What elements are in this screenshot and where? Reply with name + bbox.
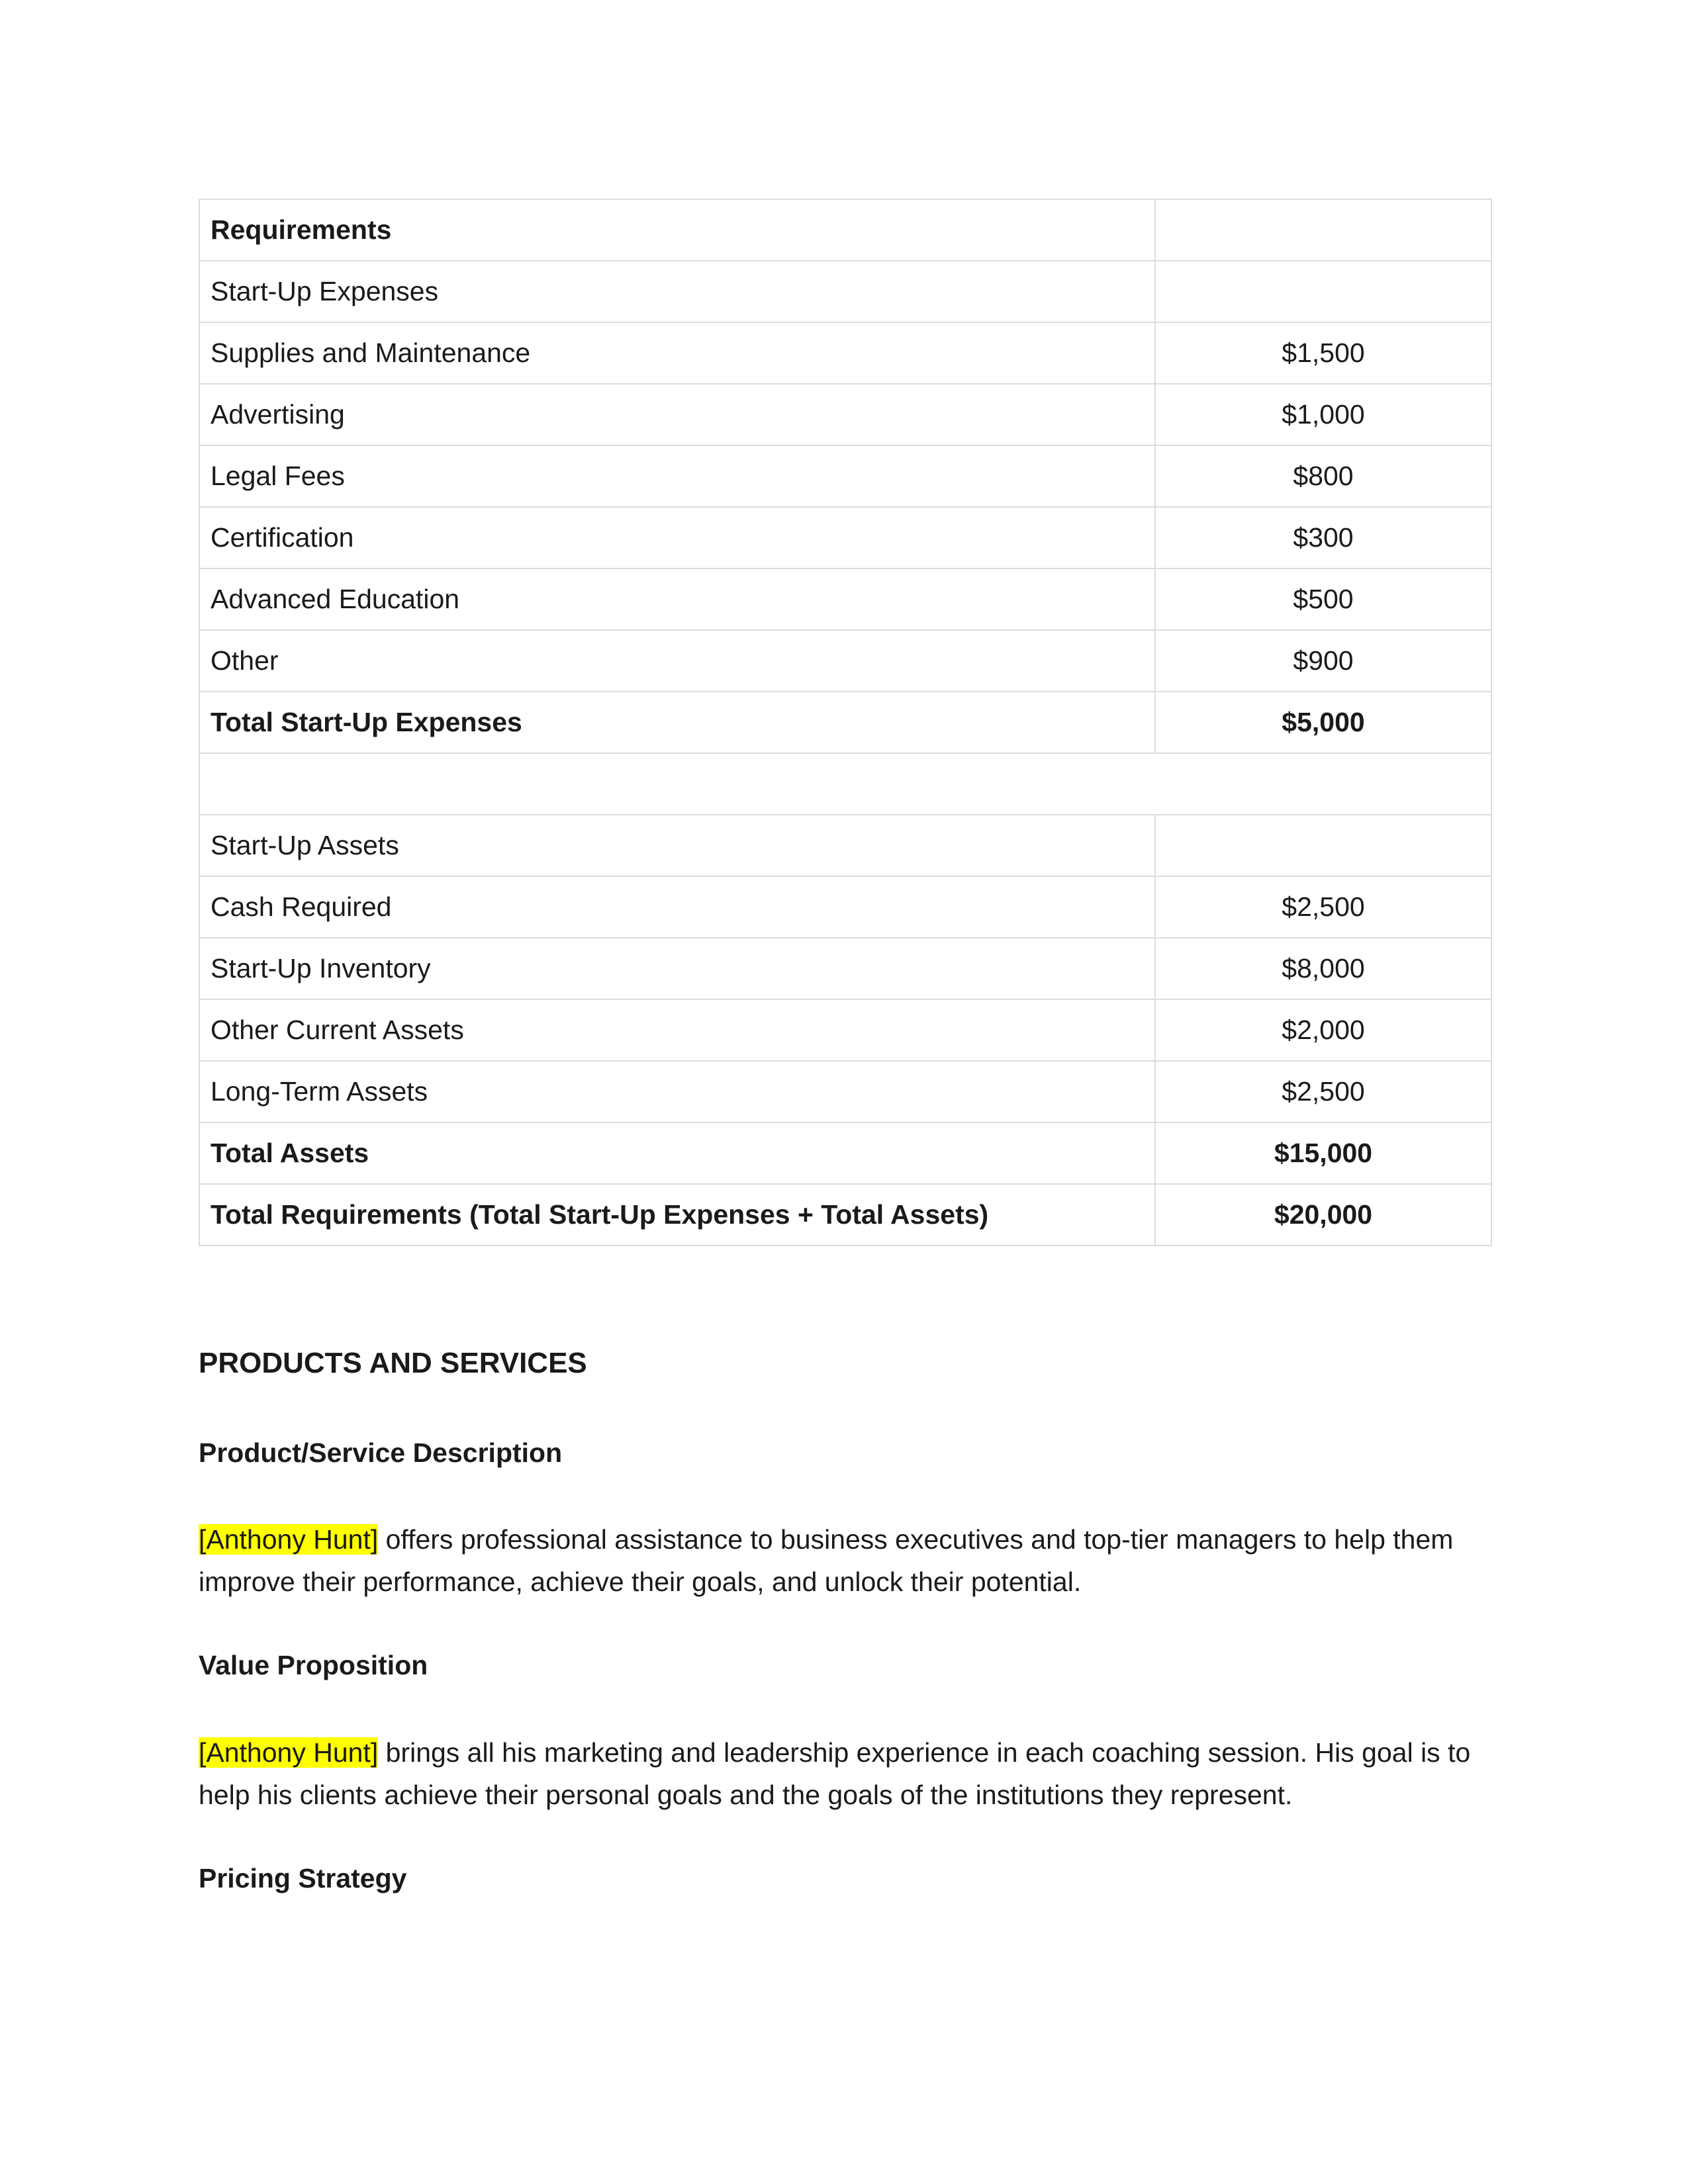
row-value: $300 [1155, 507, 1491, 569]
table-row [199, 938, 1491, 999]
table-header-row [199, 199, 1491, 261]
row-value: $15,000 [1155, 1122, 1491, 1184]
row-value: $2,500 [1155, 1061, 1491, 1122]
row-label: Start-Up Inventory [199, 938, 1155, 999]
paragraph-text: offers professional assistance to business executives and top-tier managers to help them improve their performance, achieve their goals, and unlock their potential. [199, 1524, 1454, 1597]
table-row [199, 569, 1491, 630]
row-label: Long-Term Assets [199, 1061, 1155, 1122]
section-title: PRODUCTS AND SERVICES [199, 1347, 587, 1379]
row-label: Cash Required [199, 876, 1155, 938]
row-value: $5,000 [1155, 692, 1491, 753]
pricing-strategy-heading: Pricing Strategy [199, 1863, 407, 1893]
value-proposition-heading: Value Proposition [199, 1650, 428, 1680]
row-value: $900 [1155, 630, 1491, 692]
product-description-paragraph [199, 1518, 1491, 1603]
row-label: Total Requirements (Total Start-Up Expenses + Total Assets) [199, 1184, 1155, 1246]
table-header-label: Requirements [199, 199, 1155, 261]
row-label: Other Current Assets [199, 999, 1155, 1061]
document-page [199, 199, 1491, 1893]
table-row [199, 815, 1491, 876]
table-header-value [1155, 199, 1491, 261]
row-label: Other [199, 630, 1155, 692]
table-row [199, 507, 1491, 569]
table-row [199, 261, 1491, 322]
row-label: Advanced Education [199, 569, 1155, 630]
table-row [199, 322, 1491, 384]
table-row [199, 876, 1491, 938]
row-value [1155, 261, 1491, 322]
row-value: $20,000 [1155, 1184, 1491, 1246]
product-description-heading: Product/Service Description [199, 1437, 563, 1468]
row-value: $2,000 [1155, 999, 1491, 1061]
spacer-cell [199, 753, 1491, 815]
row-value: $1,500 [1155, 322, 1491, 384]
table-row [199, 384, 1491, 445]
spacer-row [199, 753, 1491, 815]
row-label: Total Start-Up Expenses [199, 692, 1155, 753]
total-row [199, 692, 1491, 753]
table-row [199, 1061, 1491, 1122]
row-label: Certification [199, 507, 1155, 569]
row-label: Supplies and Maintenance [199, 322, 1155, 384]
requirements-table [199, 199, 1492, 1246]
row-label: Start-Up Expenses [199, 261, 1155, 322]
table-row [199, 999, 1491, 1061]
row-label: Start-Up Assets [199, 815, 1155, 876]
row-value: $8,000 [1155, 938, 1491, 999]
row-label: Total Assets [199, 1122, 1155, 1184]
value-proposition-paragraph [199, 1731, 1491, 1816]
total-row [199, 1122, 1491, 1184]
row-value [1155, 815, 1491, 876]
table-row [199, 630, 1491, 692]
table-row [199, 445, 1491, 507]
row-label: Advertising [199, 384, 1155, 445]
row-label: Legal Fees [199, 445, 1155, 507]
row-value: $800 [1155, 445, 1491, 507]
paragraph-text: brings all his marketing and leadership experience in each coaching session. His goal is to help his clients achieve their personal goals and the goals of the institutions they represent. [199, 1737, 1471, 1810]
total-row [199, 1184, 1491, 1246]
highlighted-name: [Anthony Hunt] [199, 1524, 379, 1555]
row-value: $1,000 [1155, 384, 1491, 445]
highlighted-name: [Anthony Hunt] [199, 1737, 379, 1768]
row-value: $2,500 [1155, 876, 1491, 938]
row-value: $500 [1155, 569, 1491, 630]
